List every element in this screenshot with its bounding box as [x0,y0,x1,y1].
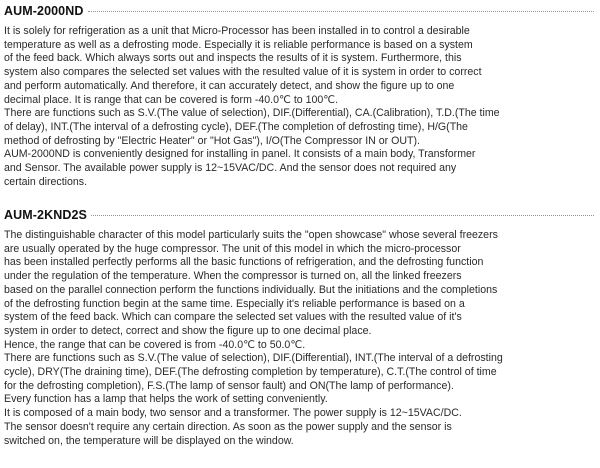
text-line: system in order to detect, correct and show the figure up to one decimal place. [4,324,372,337]
text-line: The distinguishable character of this model particularly suits the "open showcase" whose several freezers [4,229,498,241]
text-line: There are functions such as S.V.(The value of selection), DIF.(Differential), CA.(Calibration), T.D.(The time [4,107,500,120]
text-line: Hence, the range that can be covered is from -40.0℃ to 50.0℃. [4,338,306,351]
text-line: of the defrosting function begin at the same time. Especially it's reliable performance is based on a [4,297,465,310]
text-line: It is composed of a main body, two sensor and a transformer. The power supply is 12~15VAC/DC. [4,407,462,420]
text-line: certain directions. [4,175,88,188]
text-line: temperature as well as a defrosting mode. Especially it is reliable performance is based on a system [4,38,473,51]
section-heading-row [4,207,594,223]
text-line: of the feed back. Which always sorts out and inspects the results of it is system. Furthermore, this [4,52,462,65]
text-line: method of defrosting by "Electric Heater" or "Hot Gas"), I/O(The Compressor IN or OUT). [4,134,420,147]
section-heading-row [4,3,594,19]
text-line: It is solely for refrigeration as a unit that Micro-Processor has been installed in to control a desirable [4,25,470,37]
text-line: are usually operated by the huge compressor. The unit of this model in which the micro-processor [4,242,461,255]
dotted-rule [91,215,594,216]
section-body [4,229,594,448]
text-line: for the defrosting completion), F.S.(The lamp of sensor fault) and ON(The lamp of performance). [4,379,454,392]
text-line: There are functions such as S.V.(The value of selection), DIF.(Differential), INT.(The interval of a defrosting [4,352,503,365]
text-line: and perform automatically. And therefore, it can accurately detect, and show the figure up to one [4,79,455,92]
section-title: AUM-2000ND [4,4,84,18]
text-line: system also compares the selected set values with the resulted value of it is system in order to correct [4,66,482,79]
text-line: switched on, the temperature will be displayed on the window. [4,434,294,447]
text-line: decimal place. It is range that can be covered is form -40.0℃ to 100℃. [4,93,339,106]
text-line: based on the parallel connection perform the functions individually. But the initiations and the completions [4,283,498,296]
text-line: of delay), INT.(The interval of a defrosting cycle), DEF.(The completion of defrosting time), H/G(The [4,120,468,133]
text-line: has been installed perfectly performs all the basic functions of refrigeration, and the defrosting function [4,256,484,269]
section-aum-2knd2s [4,207,594,448]
text-line: Every function has a lamp that helps the work of setting conveniently. [4,393,328,406]
section-title: AUM-2KND2S [4,208,87,222]
text-line: under the regulation of the temperature. When the compressor is turned on, all the linked freezers [4,270,462,283]
section-aum-2000nd [4,3,594,189]
text-line: AUM-2000ND is conveniently designed for installing in panel. It consists of a main body, Transformer [4,148,476,161]
section-body [4,25,594,189]
text-line: The sensor doesn't require any certain direction. As soon as the power supply and the sensor is [4,420,452,433]
text-line: cycle), DRY(The draining time), DEF.(The defrosting completion by temperature), C.T.(The control of time [4,366,497,379]
dotted-rule [88,11,595,12]
text-line: system of the feed back. Which can compare the selected set values with the resulted value of it's [4,311,462,324]
text-line: and Sensor. The available power supply is 12~15VAC/DC. And the sensor does not required any [4,162,457,175]
